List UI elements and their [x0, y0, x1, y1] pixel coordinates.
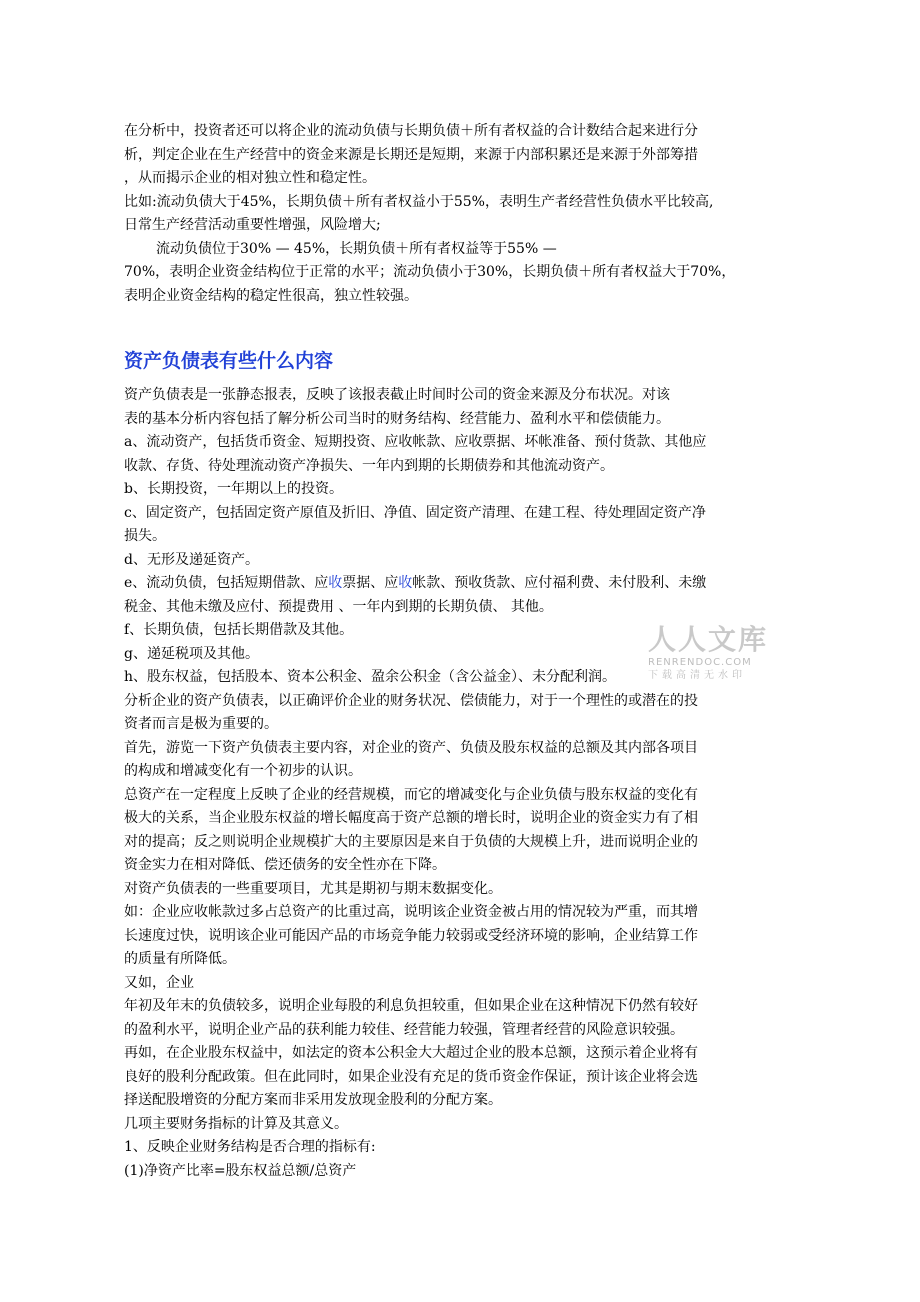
text-line: 1、反映企业财务结构是否合理的指标有: — [124, 1139, 376, 1155]
text-line: ，从而揭示企业的相对独立性和稳定性。 — [124, 170, 376, 186]
watermark-domain: RENRENDOC.COM — [648, 657, 752, 668]
text-line: 总资产在一定程度上反映了企业的经营规模，而它的增减变化与企业负债与股东权益的变化有 — [124, 786, 698, 803]
text-line: 年初及年末的负债较多，说明企业每股的利息负担较重，但如果企业在这种情况下仍然有较好 — [124, 998, 698, 1014]
text-line: 收款、存货、待处理流动资产净损失、一年内到期的长期债券和其他流动资产。 — [124, 457, 614, 474]
list-item-b: b、长期投资，一年期以上的投资。 — [124, 481, 343, 497]
list-item-c: c、固定资产，包括固定资产原值及折旧、净值、固定资产清理、在建工程、待处理固定资产净 — [124, 504, 706, 521]
text-line: 资金实力在相对降低、偿还债务的安全性亦在下降。 — [124, 857, 446, 873]
text-line: 分析企业的资产负债表，以正确评价企业的财务状况、偿债能力，对于一个理性的或潜在的投 — [124, 692, 698, 709]
text-line: 再如，在企业股东权益中，如法定的资本公积金大大超过企业的股本总额，这预示着企业将有 — [124, 1045, 698, 1061]
list-item-f: f、长期负债，包括长期借款及其他。 — [124, 622, 354, 638]
text-line: 择送配股增资的分配方案而非采用发放现金股利的分配方案。 — [124, 1092, 502, 1108]
text-line: 极大的关系，当企业股东权益的增长幅度高于资产总额的增长时，说明企业的资金实力有了相 — [124, 810, 698, 826]
text-line: 析，判定企业在生产经营中的资金来源是长期还是短期，来源于内部积累还是来源于外部筹措 — [124, 146, 698, 163]
text-line: 长速度过快，说明该企业可能因产品的市场竞争能力较弱或受经济环境的影响，企业结算工作 — [124, 927, 698, 944]
text-line: 资产负债表是一张静态报表，反映了该报表截止时间时公司的资金来源及分布状况。对该 — [124, 387, 670, 403]
text-line: 在分析中，投资者还可以将企业的流动负债与长期负债＋所有者权益的合计数结合起来进行分 — [124, 123, 698, 139]
list-item-g: g、递延税项及其他。 — [124, 645, 259, 662]
text-segment: 帐款、预收货款、应付福利费、未付股利、未缴 — [412, 575, 707, 591]
text-line: 的质量有所降低。 — [124, 951, 236, 967]
text-line: 如：企业应收帐款过多占总资产的比重过高，说明该企业资金被占用的情况较为严重，而其增 — [124, 904, 698, 920]
text-line: 表明企业资金结构的稳定性很高，独立性较强。 — [124, 287, 418, 304]
text-line: 对的提高；反之则说明企业规模扩大的主要原因是来自于负债的大规模上升，进而说明企业的 — [124, 833, 698, 850]
list-item-d: d、无形及递延资产。 — [124, 551, 259, 568]
text-line: 对资产负债表的一些重要项目，尤其是期初与期末数据变化。 — [124, 880, 502, 897]
section-heading: 资产负债表有些什么内容 — [124, 350, 334, 372]
text-line: 表的基本分析内容包括了解分析公司当时的财务结构、经营能力、盈利水平和偿债能力。 — [124, 410, 670, 427]
text-line: 70%，表明企业资金结构位于正常的水平；流动负债小于30%，长期负债＋所有者权益大于70%， — [124, 264, 736, 280]
text-line: 又如，企业 — [124, 974, 194, 991]
text-line: 损失。 — [124, 528, 166, 544]
list-item-e — [124, 572, 804, 596]
list-item-h: h、股东权益，包括股本、资本公积金、盈余公积金（含公益金）、未分配利润。 — [124, 669, 617, 685]
text-line: 资者而言是极为重要的。 — [124, 716, 278, 732]
watermark-subtitle: 下载高清无水印 — [648, 670, 746, 681]
text-line: 的构成和增减变化有一个初步的认识。 — [124, 763, 362, 779]
text-line: 的盈利水平，说明企业产品的获利能力较佳、经营能力较强，管理者经营的风险意识较强。 — [124, 1021, 684, 1038]
highlighted-char: 收 — [398, 575, 413, 591]
intro-paragraph — [124, 120, 804, 308]
text-line: 日常生产经营活动重要性增强，风险增大; — [124, 217, 381, 233]
text-segment: e、流动负债，包括短期借款、应 — [124, 575, 329, 591]
text-line: 几项主要财务指标的计算及其意义。 — [124, 1115, 348, 1132]
body-text — [124, 384, 804, 1183]
list-item-a: a、流动资产，包括货币资金、短期投资、应收帐款、应收票据、坏帐准备、预付货款、其他应 — [124, 434, 707, 450]
text-line: 首先，游览一下资产负债表主要内容，对企业的资产、负债及股东权益的总额及其内部各项目 — [124, 739, 698, 756]
text-line: 比如:流动负债大于45%，长期负债＋所有者权益小于55%，表明生产者经营性负债水平比较高, — [124, 193, 714, 210]
text-segment: 票据、应 — [342, 575, 399, 591]
text-line: 流动负债位于30% — 45%，长期负债＋所有者权益等于55% — — [156, 240, 557, 257]
watermark-title: 人人文库 — [648, 623, 769, 656]
text-line: 良好的股利分配政策。但在此同时，如果企业没有充足的货币资金作保证，预计该企业将会选 — [124, 1068, 698, 1085]
text-line: 税金、其他未缴及应付、预提费用 、一年内到期的长期负债、 其他。 — [124, 598, 553, 615]
text-line: (1)净资产比率=股东权益总额/总资产 — [124, 1162, 357, 1179]
highlighted-char: 收 — [328, 575, 343, 591]
